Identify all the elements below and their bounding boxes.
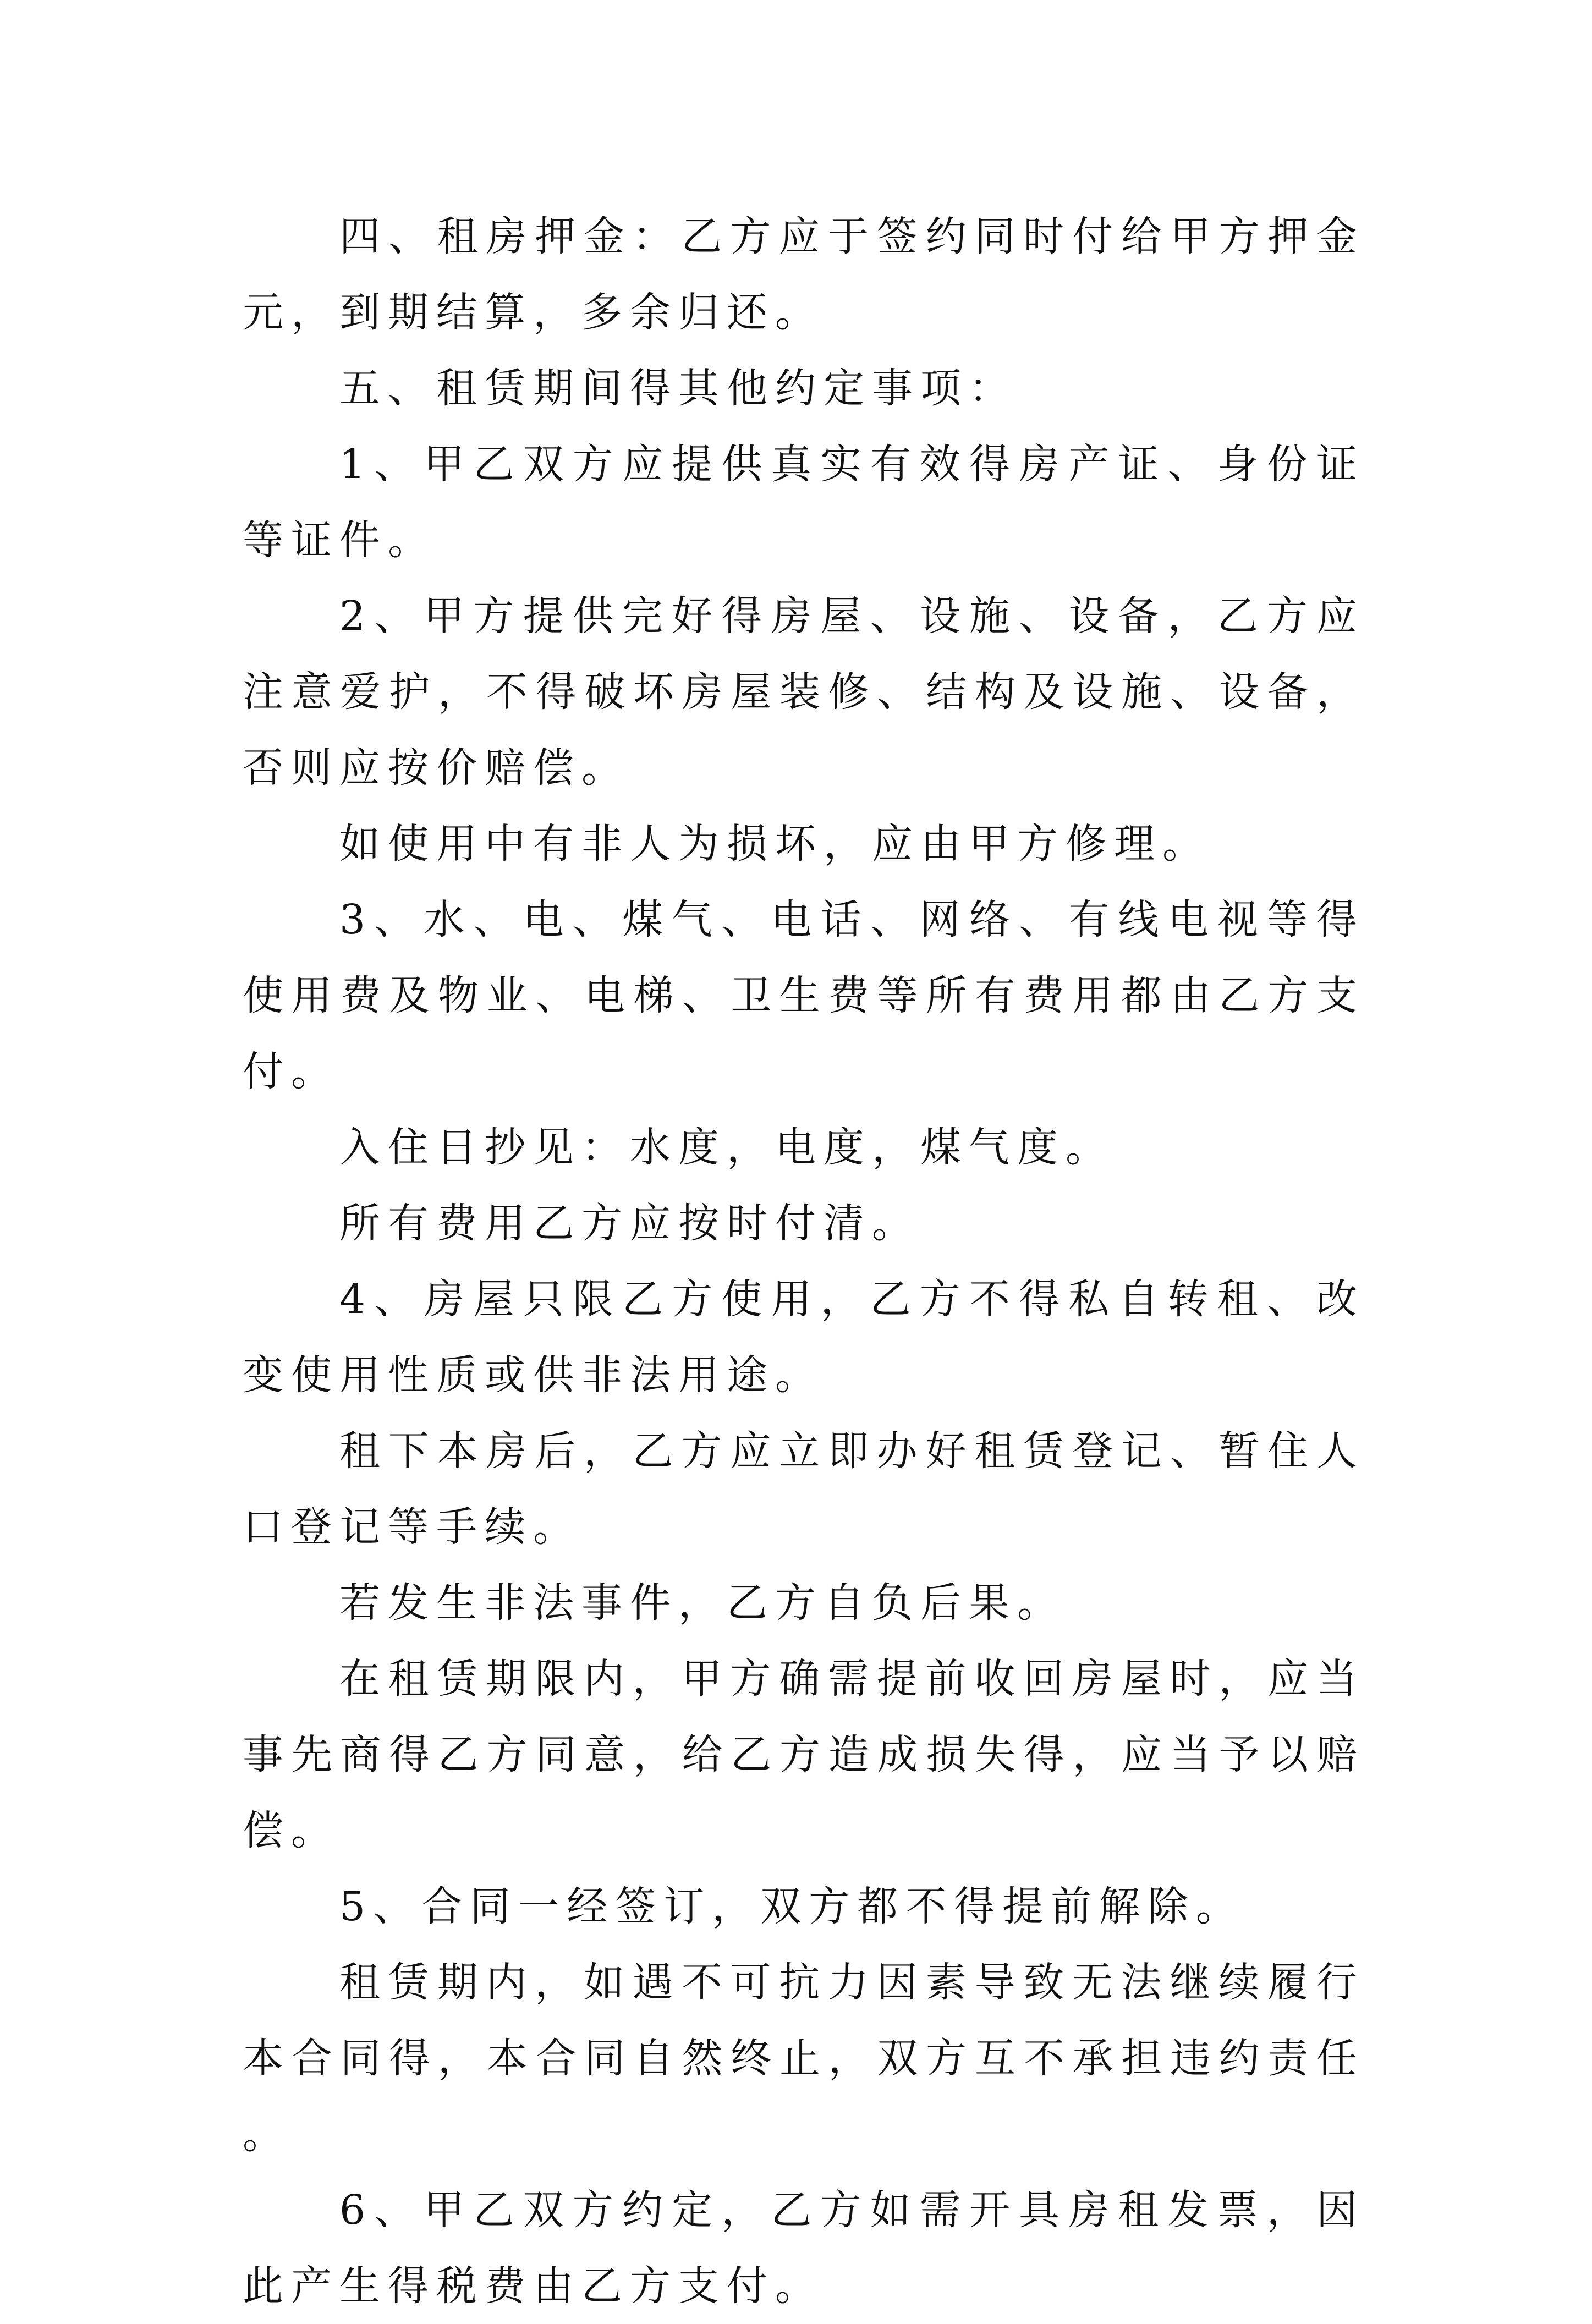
paragraph-item-3: 3、水、电、煤气、电话、网络、有线电视等得使用费及物业、电梯、卫生费等所有费用都由乙方支付。 bbox=[243, 896, 1365, 1095]
paragraph-item-4-registration: 租下本房后，乙方应立即办好租赁登记、暂住人口登记等手续。 bbox=[243, 1427, 1365, 1551]
paragraph-item-2: 2、甲方提供完好得房屋、设施、设备，乙方应注意爱护，不得破坏房屋装修、结构及设施、设备，否则应按价赔偿。 bbox=[243, 592, 1365, 792]
paragraph-deposit: 四、租房押金：乙方应于签约同时付给甲方押金元，到期结算，多余归还。 bbox=[243, 213, 1365, 336]
paragraph-item-4: 4、房屋只限乙方使用，乙方不得私自转租、改变使用性质或供非法用途。 bbox=[243, 1276, 1365, 1399]
paragraph-item-1: 1、甲乙双方应提供真实有效得房产证、身份证等证件。 bbox=[243, 441, 1365, 564]
paragraph-other-terms-heading: 五、租赁期间得其他约定事项： bbox=[339, 365, 1017, 412]
paragraph-item-5: 5、合同一经签订，双方都不得提前解除。 bbox=[339, 1883, 1245, 1930]
paragraph-item-6: 6、甲乙双方约定，乙方如需开具房租发票，因此产生得税费由乙方支付。 bbox=[243, 2186, 1365, 2310]
paragraph-item-4-early-recall: 在租赁期限内，甲方确需提前收回房屋时，应当事先商得乙方同意，给乙方造成损失得，应当予以赔偿。 bbox=[243, 1655, 1365, 1854]
document-body bbox=[243, 199, 1365, 2324]
paragraph-item-3-payment: 所有费用乙方应按时付清。 bbox=[339, 1200, 920, 1247]
paragraph-item-5-force-majeure: 租赁期内，如遇不可抗力因素导致无法继续履行本合同得，本合同自然终止，双方互不承担违约责任。 bbox=[243, 1959, 1365, 2158]
paragraph-item-4-liability: 若发生非法事件，乙方自负后果。 bbox=[339, 1579, 1066, 1627]
paragraph-item-2-repair: 如使用中有非人为损坏，应由甲方修理。 bbox=[339, 820, 1211, 867]
paragraph-item-3-meter: 入住日抄见：水度，电度，煤气度。 bbox=[339, 1124, 1114, 1171]
